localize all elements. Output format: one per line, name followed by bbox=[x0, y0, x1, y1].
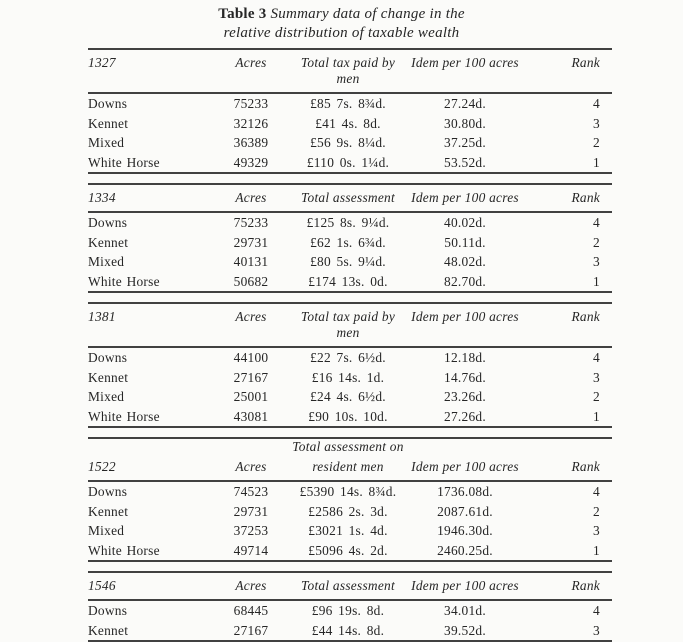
rank-cell: 2 bbox=[593, 503, 600, 519]
acres-cell: 74523 bbox=[233, 484, 269, 499]
rank-cell: 4 bbox=[593, 96, 600, 111]
idem-cell: 2087.61d. bbox=[437, 503, 493, 519]
acres-cell: 44100 bbox=[233, 350, 269, 365]
region-cell: Mixed bbox=[88, 254, 125, 269]
table-row bbox=[88, 621, 612, 641]
region-cell: Downs bbox=[88, 484, 128, 499]
value-cell: £5390 14s. 8¾d. bbox=[299, 484, 397, 499]
table-row bbox=[88, 482, 612, 502]
idem-column-header: Idem per 100 acres bbox=[411, 190, 519, 205]
rank-cell: 3 bbox=[593, 115, 600, 131]
rank-cell: 2 bbox=[593, 135, 600, 150]
region-cell: Kennet bbox=[88, 369, 129, 385]
rank-column-header: Rank bbox=[571, 55, 600, 70]
table-sections bbox=[88, 48, 612, 642]
rank-cell: 3 bbox=[593, 523, 600, 538]
value-cell: £3021 1s. 4d. bbox=[308, 523, 388, 538]
value-cell: £56 9s. 8¼d. bbox=[310, 135, 386, 150]
rank-column-header: Rank bbox=[571, 190, 600, 205]
value-column-header: Total assessment bbox=[301, 190, 395, 205]
table-row bbox=[88, 387, 612, 407]
rank-cell: 1 bbox=[593, 154, 600, 170]
acres-cell: 40131 bbox=[233, 254, 269, 269]
region-cell: Mixed bbox=[88, 523, 125, 538]
section-header-row bbox=[88, 50, 612, 94]
acres-column-header: Acres bbox=[235, 459, 267, 474]
region-cell: Downs bbox=[88, 215, 128, 230]
rank-column-header: Rank bbox=[571, 309, 600, 324]
value-cell: £96 19s. 8d. bbox=[311, 603, 385, 618]
region-cell: Mixed bbox=[88, 135, 125, 150]
table-row bbox=[88, 502, 612, 522]
region-cell: White Horse bbox=[88, 154, 160, 170]
acres-cell: 75233 bbox=[233, 96, 269, 111]
acres-cell: 36389 bbox=[233, 135, 269, 150]
rank-cell: 3 bbox=[593, 254, 600, 269]
region-cell: White Horse bbox=[88, 273, 160, 289]
acres-cell: 25001 bbox=[233, 389, 269, 404]
idem-column-header: Idem per 100 acres bbox=[411, 309, 519, 324]
idem-column-header: Idem per 100 acres bbox=[411, 55, 519, 70]
value-column-header-top: Total assessment on bbox=[292, 439, 404, 454]
rank-column-header: Rank bbox=[571, 578, 600, 593]
table-section bbox=[88, 437, 612, 562]
rank-cell: 2 bbox=[593, 234, 600, 250]
region-cell: Downs bbox=[88, 350, 128, 365]
rank-cell: 2 bbox=[593, 389, 600, 404]
rank-cell: 1 bbox=[593, 542, 600, 558]
value-cell: £125 8s. 9¼d. bbox=[306, 215, 390, 230]
table-title-line1 bbox=[0, 5, 683, 24]
section-header-row bbox=[88, 185, 612, 213]
section-header-row bbox=[88, 454, 612, 482]
idem-cell: 40.02d. bbox=[444, 215, 486, 230]
idem-cell: 2460.25d. bbox=[437, 542, 493, 558]
region-cell: Kennet bbox=[88, 622, 129, 638]
value-cell: £90 10s. 10d. bbox=[308, 408, 388, 424]
table-title bbox=[0, 0, 683, 43]
acres-cell: 32126 bbox=[233, 115, 269, 131]
value-cell: £16 14s. 1d. bbox=[311, 369, 385, 385]
rank-cell: 4 bbox=[593, 350, 600, 365]
table-section bbox=[88, 302, 612, 428]
section-year-label: 1327 bbox=[88, 55, 116, 70]
table-row bbox=[88, 348, 612, 368]
idem-cell: 27.26d. bbox=[444, 408, 486, 424]
section-year-label: 1381 bbox=[88, 309, 116, 324]
acres-cell: 29731 bbox=[233, 234, 269, 250]
value-cell: £2586 2s. 3d. bbox=[308, 503, 388, 519]
value-cell: £5096 4s. 2d. bbox=[308, 542, 388, 558]
acres-cell: 43081 bbox=[233, 408, 269, 424]
acres-cell: 37253 bbox=[233, 523, 269, 538]
table-row bbox=[88, 368, 612, 388]
section-header-row bbox=[88, 573, 612, 601]
region-cell: Downs bbox=[88, 603, 128, 618]
table-row bbox=[88, 94, 612, 114]
table-row bbox=[88, 133, 612, 153]
value-cell: £85 7s. 8¾d. bbox=[310, 96, 386, 111]
table-section bbox=[88, 48, 612, 174]
section-year-label: 1546 bbox=[88, 578, 116, 593]
rank-cell: 3 bbox=[593, 369, 600, 385]
idem-cell: 27.24d. bbox=[444, 96, 486, 111]
table-row bbox=[88, 521, 612, 541]
value-column-header: Total assessment bbox=[301, 578, 395, 593]
table-row bbox=[88, 213, 612, 233]
table-section bbox=[88, 571, 612, 642]
idem-cell: 23.26d. bbox=[444, 389, 486, 404]
table-number: Table 3 bbox=[218, 6, 267, 22]
acres-cell: 50682 bbox=[233, 273, 269, 289]
region-cell: Downs bbox=[88, 96, 128, 111]
value-cell: £24 4s. 6½d. bbox=[310, 389, 386, 404]
region-cell: Kennet bbox=[88, 115, 129, 131]
idem-cell: 30.80d. bbox=[444, 115, 486, 131]
table-row bbox=[88, 153, 612, 173]
acres-cell: 29731 bbox=[233, 503, 269, 519]
value-cell: £174 13s. 0d. bbox=[308, 273, 388, 289]
value-column-header: Total tax paid by men bbox=[300, 55, 396, 86]
idem-cell: 12.18d. bbox=[444, 350, 486, 365]
idem-cell: 39.52d. bbox=[444, 622, 486, 638]
idem-cell: 48.02d. bbox=[444, 254, 486, 269]
acres-column-header: Acres bbox=[235, 190, 267, 205]
section-body bbox=[88, 213, 612, 291]
acres-cell: 27167 bbox=[233, 622, 269, 638]
acres-cell: 49714 bbox=[233, 542, 269, 558]
section-header-row bbox=[88, 304, 612, 348]
value-cell: £41 4s. 8d. bbox=[315, 115, 381, 131]
idem-column-header: Idem per 100 acres bbox=[411, 459, 519, 474]
acres-cell: 75233 bbox=[233, 215, 269, 230]
value-cell: £44 14s. 8d. bbox=[311, 622, 385, 638]
acres-column-header: Acres bbox=[235, 55, 267, 70]
rank-cell: 4 bbox=[593, 603, 600, 618]
value-column-header: Total tax paid by men bbox=[300, 309, 396, 340]
acres-cell: 68445 bbox=[233, 603, 269, 618]
table-row bbox=[88, 114, 612, 134]
region-cell: Mixed bbox=[88, 389, 125, 404]
rank-cell: 4 bbox=[593, 484, 600, 499]
table-row bbox=[88, 541, 612, 561]
value-cell: £110 0s. 1¼d. bbox=[306, 154, 390, 170]
table-section bbox=[88, 183, 612, 293]
section-body bbox=[88, 482, 612, 560]
acres-column-header: Acres bbox=[235, 578, 267, 593]
idem-cell: 50.11d. bbox=[444, 234, 486, 250]
acres-column-header: Acres bbox=[235, 309, 267, 324]
region-cell: Kennet bbox=[88, 234, 129, 250]
value-cell: £22 7s. 6½d. bbox=[310, 350, 386, 365]
idem-cell: 14.76d. bbox=[444, 369, 486, 385]
rank-cell: 3 bbox=[593, 622, 600, 638]
region-cell: Kennet bbox=[88, 503, 129, 519]
table-title-text: Summary data of change in the bbox=[270, 6, 465, 22]
rank-cell: 4 bbox=[593, 215, 600, 230]
idem-cell: 37.25d. bbox=[444, 135, 486, 150]
table-row bbox=[88, 407, 612, 427]
idem-column-header: Idem per 100 acres bbox=[411, 578, 519, 593]
table-row bbox=[88, 233, 612, 253]
acres-cell: 27167 bbox=[233, 369, 269, 385]
acres-cell: 49329 bbox=[233, 154, 269, 170]
rank-cell: 1 bbox=[593, 273, 600, 289]
table-row bbox=[88, 252, 612, 272]
table-row bbox=[88, 601, 612, 621]
region-cell: White Horse bbox=[88, 408, 160, 424]
idem-cell: 1946.30d. bbox=[437, 523, 493, 538]
section-body bbox=[88, 94, 612, 172]
idem-cell: 82.70d. bbox=[444, 273, 486, 289]
section-value-header-top-row bbox=[88, 439, 612, 454]
table-row bbox=[88, 272, 612, 292]
rank-column-header: Rank bbox=[571, 459, 600, 474]
region-cell: White Horse bbox=[88, 542, 160, 558]
rank-cell: 1 bbox=[593, 408, 600, 424]
idem-cell: 1736.08d. bbox=[437, 484, 493, 499]
value-cell: £80 5s. 9¼d. bbox=[310, 254, 386, 269]
section-body bbox=[88, 601, 612, 640]
idem-cell: 34.01d. bbox=[444, 603, 486, 618]
section-body bbox=[88, 348, 612, 426]
idem-cell: 53.52d. bbox=[444, 154, 486, 170]
value-cell: £62 1s. 6¾d. bbox=[310, 234, 386, 250]
section-year-label: 1334 bbox=[88, 190, 116, 205]
value-column-header: resident men bbox=[312, 459, 384, 474]
section-year-label: 1522 bbox=[88, 459, 116, 474]
table-title-line2: relative distribution of taxable wealth bbox=[223, 25, 460, 41]
